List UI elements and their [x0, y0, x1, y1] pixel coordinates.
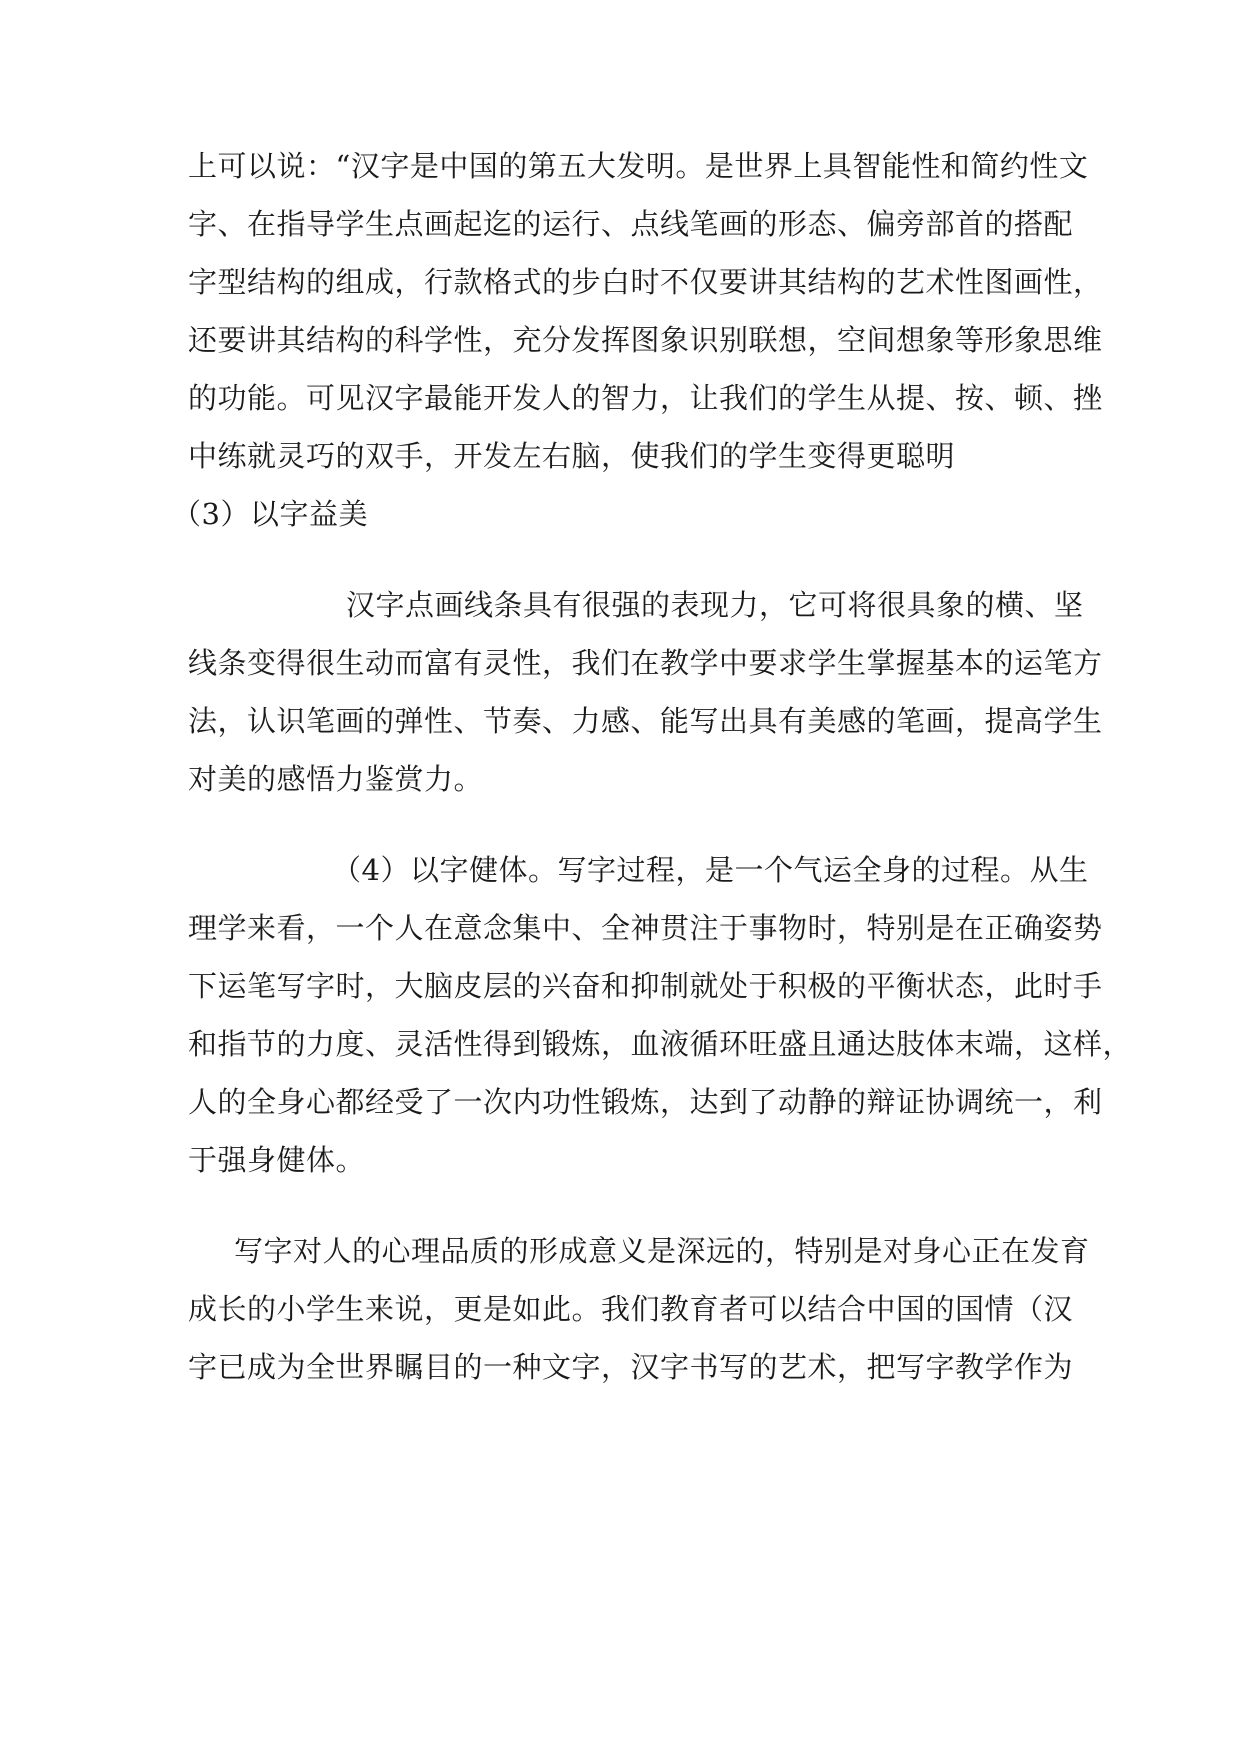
text-line: 于强身健体。 [188, 1143, 366, 1177]
text-line: 成长的小学生来说，更是如此。我们教育者可以结合中国的国情（汉 [188, 1292, 1074, 1326]
text-line: （4）以字健体。写字过程，是一个气运全身的过程。从生 [332, 853, 1089, 887]
text-line: 中练就灵巧的双手，开发左右脑，使我们的学生变得更聪明 [188, 439, 956, 473]
text-line: 写字对人的心理品质的形成意义是深远的，特别是对身心正在发育 [234, 1234, 1090, 1268]
section-heading: （3）以字益美 [172, 497, 368, 531]
text-line: 下运笔写字时，大脑皮层的兴奋和抑制就处于积极的平衡状态，此时手 [188, 969, 1103, 1003]
text-line: 法，认识笔画的弹性、节奏、力感、能写出具有美感的笔画，提高学生 [188, 704, 1103, 738]
text-line: 的功能。可见汉字最能开发人的智力，让我们的学生从提、按、顿、挫 [188, 381, 1103, 415]
text-line: 汉字点画线条具有很强的表现力，它可将很具象的横、坚 [346, 588, 1084, 622]
text-line: 人的全身心都经受了一次内功性锻炼，达到了动静的辩证协调统一，利 [188, 1085, 1103, 1119]
text-line: 理学来看，一个人在意念集中、全神贯注于事物时，特别是在正确姿势 [188, 911, 1103, 945]
text-line: 字、在指导学生点画起迄的运行、点线笔画的形态、偏旁部首的搭配 [188, 207, 1074, 241]
text-line: 上可以说：“汉字是中国的第五大发明。是世界上具智能性和简约性文 [188, 149, 1089, 183]
text-line: 对美的感悟力鉴赏力。 [188, 762, 484, 796]
text-line: 字型结构的组成，行款格式的步白时不仅要讲其结构的艺术性图画性， [188, 265, 1103, 299]
text-line: 字已成为全世界瞩目的一种文字，汉字书写的艺术，把写字教学作为 [188, 1350, 1074, 1384]
text-line: 线条变得很生动而富有灵性，我们在教学中要求学生掌握基本的运笔方 [188, 646, 1103, 680]
text-line: 和指节的力度、灵活性得到锻炼，血液循环旺盛且通达肢体末端，这样， [188, 1027, 1133, 1061]
text-line: 还要讲其结构的科学性，充分发挥图象识别联想，空间想象等形象思维 [188, 323, 1103, 357]
